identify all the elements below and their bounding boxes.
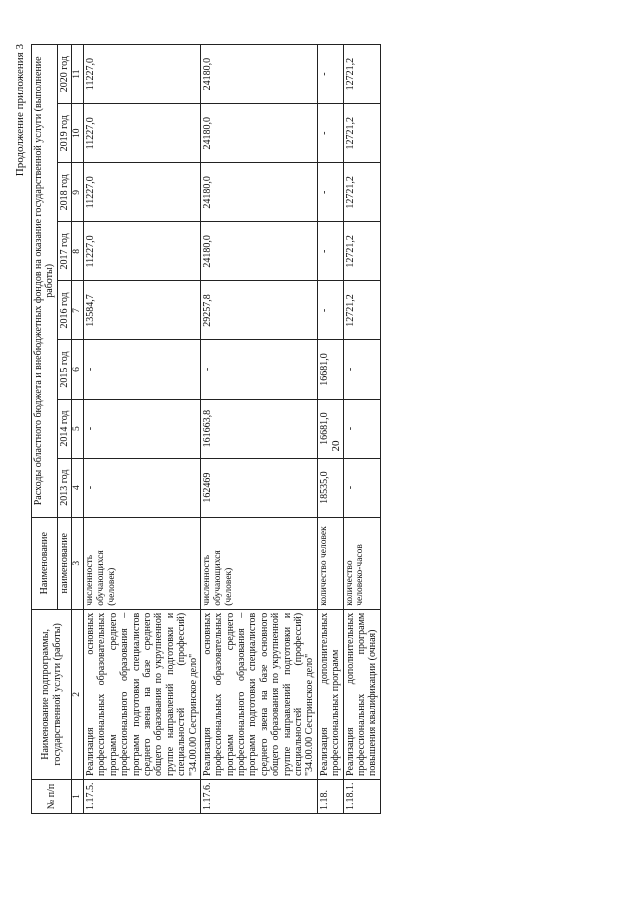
expense-value: 16681,0	[317, 340, 343, 399]
expense-value: 24180,0	[200, 163, 317, 222]
expense-value: -	[317, 104, 343, 163]
header-year: 2019 год	[57, 104, 71, 163]
indicator-name: численность обучающихся (человек)	[200, 517, 317, 609]
expense-value: -	[200, 340, 317, 399]
header-year: 2016 год	[57, 281, 71, 340]
service-name: Реализация дополнительных профессиональных программ повышения квалификации (очная)	[343, 609, 380, 779]
expense-value: -	[317, 163, 343, 222]
header-year: 2014 год	[57, 399, 71, 458]
column-number-row	[72, 45, 84, 814]
expense-value: 11227,0	[84, 104, 201, 163]
column-number: 2	[72, 609, 84, 779]
expense-value: -	[343, 399, 380, 458]
rotated-table-page	[0, 38, 640, 838]
column-number: 1	[72, 779, 84, 813]
header-year: 2013 год	[57, 458, 71, 517]
row-number: 1.17.5.	[84, 779, 201, 813]
header-year: 2020 год	[57, 45, 71, 104]
header-num: № п/п	[32, 779, 72, 813]
expense-value: 18535,0	[317, 458, 343, 517]
expense-value: 16681,0	[317, 399, 343, 458]
expense-value: 24180,0	[200, 45, 317, 104]
column-number: 10	[72, 104, 84, 163]
expense-value: 12721,2	[343, 163, 380, 222]
header-year: 2018 год	[57, 163, 71, 222]
table-row	[84, 45, 201, 814]
service-name: Реализация основных профессиональных образовательных программ среднего профессионального образования – программ подготовки специалистов среднего звена на базе основного общего образования по укрупненной группе направлений подготовки и специальностей (профессий) "34.00.00 Сестринское дело"	[200, 609, 317, 779]
row-number: 1.17.6.	[200, 779, 317, 813]
continuation-note: Продолжение приложения 3	[14, 44, 26, 177]
service-name: Реализация дополнительных профессиональных программ	[317, 609, 343, 779]
expense-value: 11227,0	[84, 222, 201, 281]
expense-value: -	[343, 458, 380, 517]
expense-value: -	[84, 458, 201, 517]
column-number: 11	[72, 45, 84, 104]
column-number: 8	[72, 222, 84, 281]
column-number: 3	[72, 517, 84, 609]
header-expenses: Расходы областного бюджета и внебюджетных фондов на оказание государственной услуги (выполнение работы)	[32, 45, 58, 518]
expense-value: 161663,8	[200, 399, 317, 458]
expense-value: 12721,2	[343, 45, 380, 104]
expense-value: -	[84, 340, 201, 399]
column-number: 9	[72, 163, 84, 222]
page-number: 20	[330, 440, 342, 452]
table-row	[200, 45, 317, 814]
row-number: 1.18.	[317, 779, 343, 813]
expense-value: 11227,0	[84, 163, 201, 222]
header-year: 2017 год	[57, 222, 71, 281]
header-name: Наименование подпрограммы, государственной услуги (работы)	[32, 609, 72, 779]
expense-value: -	[343, 340, 380, 399]
expenses-table	[31, 44, 381, 814]
expense-value: 29257,8	[200, 281, 317, 340]
column-number: 4	[72, 458, 84, 517]
column-number: 6	[72, 340, 84, 399]
expense-value: -	[84, 399, 201, 458]
header-indicator: наименование	[57, 517, 71, 609]
header-year: 2015 год	[57, 340, 71, 399]
service-name: Реализация основных профессиональных образовательных программ среднего профессионального образования – программ подготовки специалистов среднего звена на базе среднего общего образования по укрупненной группе направлений подготовки и специальностей (профессий) "34.00.00 Сестринское дело"	[84, 609, 201, 779]
expense-value: 12721,2	[343, 222, 380, 281]
column-number: 7	[72, 281, 84, 340]
table-row	[343, 45, 380, 814]
row-number: 1.18.1.	[343, 779, 380, 813]
expense-value: 12721,2	[343, 281, 380, 340]
table-row	[317, 45, 343, 814]
expense-value: 24180,0	[200, 104, 317, 163]
expense-value: 13584,7	[84, 281, 201, 340]
expense-value: 24180,0	[200, 222, 317, 281]
column-number: 5	[72, 399, 84, 458]
expense-value: 12721,2	[343, 104, 380, 163]
indicator-name: количество человеко-часов	[343, 517, 380, 609]
expense-value: 11227,0	[84, 45, 201, 104]
header-row-1	[32, 45, 58, 814]
header-indicator-group: Наименование	[32, 517, 58, 609]
expense-value: -	[317, 281, 343, 340]
expense-value: -	[317, 45, 343, 104]
indicator-name: количество человек	[317, 517, 343, 609]
expense-value: -	[317, 222, 343, 281]
indicator-name: численность обучающихся (человек)	[84, 517, 201, 609]
expense-value: 162469	[200, 458, 317, 517]
